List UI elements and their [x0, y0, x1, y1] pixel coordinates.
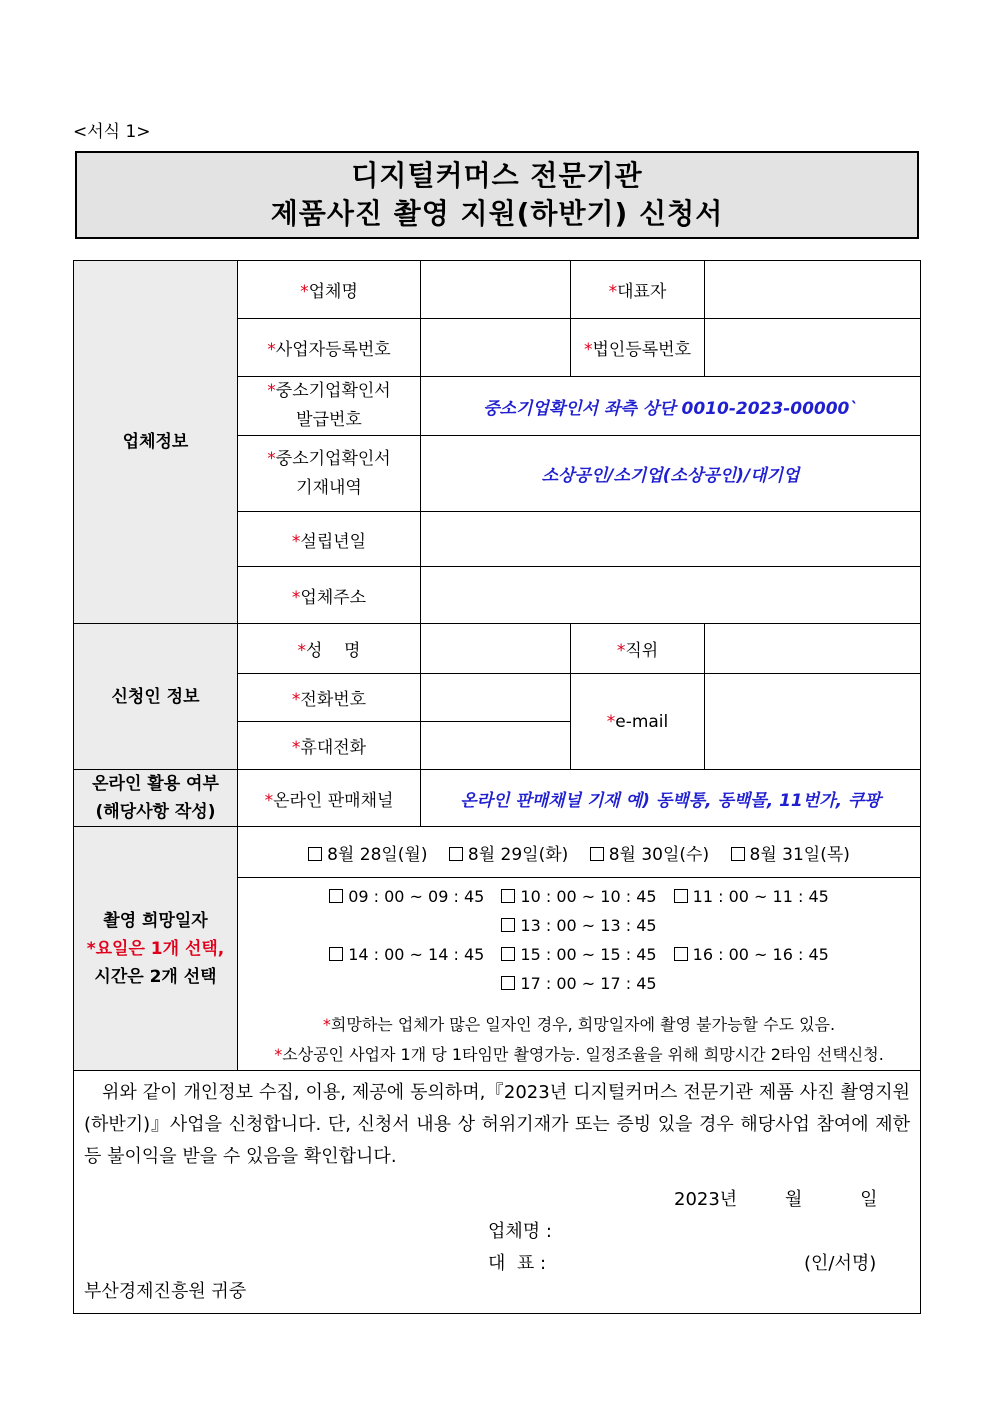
date-options: [238, 827, 921, 878]
required-mark: *: [291, 531, 301, 552]
form-number-label: <서식 1>: [73, 122, 151, 142]
ceo-field[interactable]: [705, 261, 921, 319]
checkbox-icon[interactable]: [501, 918, 515, 932]
recipient-label: 부산경제진흥원 귀중: [84, 1281, 247, 1302]
required-mark: *: [322, 1015, 331, 1034]
date-option[interactable]: 8월 31일(목): [731, 840, 850, 865]
online-channel-label: *온라인 판매채널: [238, 770, 421, 827]
section-applicant-info: 신청인 정보: [74, 624, 238, 770]
online-channel-field[interactable]: [421, 770, 921, 827]
agreement-section: [74, 1071, 921, 1314]
checkbox-icon[interactable]: [590, 847, 604, 861]
time-row: [238, 940, 920, 998]
checkbox-icon[interactable]: [501, 889, 515, 903]
company-address-field[interactable]: [421, 567, 921, 624]
required-mark: *: [267, 340, 276, 360]
schedule-rule-time: 시간은 2개 선택: [94, 966, 217, 987]
mobile-label: *휴대전화: [238, 722, 421, 770]
schedule-note-2: *소상공인 사업자 1개 당 1타임만 촬영가능. 일정조율을 위해 희망시간 2타임 선택신청.: [274, 1045, 884, 1064]
date-option[interactable]: 8월 30일(수): [590, 840, 709, 865]
date-option[interactable]: 8월 28일(월): [308, 840, 427, 865]
signature-date: [674, 1185, 877, 1211]
required-mark: *: [267, 448, 276, 469]
required-mark: *: [291, 587, 301, 608]
time-option[interactable]: 15 : 00 ~ 15 : 45: [501, 940, 656, 969]
applicant-name-label: *성 명: [238, 624, 421, 674]
form-title-line2: 제품사진 촬영 지원(하반기) 신청서: [270, 197, 724, 230]
time-row: [238, 882, 920, 940]
email-field[interactable]: [705, 674, 921, 770]
sme-cert-number-hint: 중소기업확인서 좌측 상단 0010-2023-00000`: [483, 398, 858, 419]
checkbox-icon[interactable]: [308, 847, 322, 861]
sme-type-label: *중소기업확인서 기재내역: [238, 436, 421, 512]
time-options: [238, 878, 921, 1071]
company-name-label: *업체명: [238, 261, 421, 319]
signature-company-label: 업체명 :: [488, 1221, 552, 1242]
ceo-label: *대표자: [571, 261, 705, 319]
checkbox-icon[interactable]: [329, 889, 343, 903]
signature-month: 월: [784, 1189, 803, 1210]
checkbox-icon[interactable]: [449, 847, 463, 861]
required-mark: *: [616, 641, 626, 661]
time-option[interactable]: 13 : 00 ~ 13 : 45: [501, 911, 656, 940]
applicant-name-field[interactable]: [421, 624, 571, 674]
founded-date-field[interactable]: [421, 512, 921, 567]
section-company-info: 업체정보: [74, 261, 238, 624]
time-option[interactable]: 14 : 00 ~ 14 : 45: [329, 940, 484, 969]
founded-date-label: *설립년일: [238, 512, 421, 567]
section-shooting-schedule: [74, 827, 238, 1071]
corporate-number-field[interactable]: [705, 319, 921, 377]
required-mark: *: [300, 282, 309, 302]
sme-type-hint: 소상공인/소기업(소상공인)/대기업: [541, 466, 800, 486]
email-label: *e-mail: [571, 674, 705, 770]
required-mark: *: [606, 711, 616, 732]
company-name-field[interactable]: [421, 261, 571, 319]
phone-label: *전화번호: [238, 674, 421, 722]
form-title-box: [75, 151, 919, 239]
time-option[interactable]: 10 : 00 ~ 10 : 45: [501, 882, 656, 911]
sme-cert-number-label: *중소기업확인서 발급번호: [238, 377, 421, 436]
schedule-note-1: *희망하는 업체가 많은 일자인 경우, 희망일자에 촬영 불가능할 수도 있음.: [322, 1015, 836, 1034]
required-mark: *: [291, 738, 301, 758]
checkbox-icon[interactable]: [501, 947, 515, 961]
signature-year: 2023년: [674, 1189, 738, 1210]
required-mark: *: [583, 340, 593, 360]
checkbox-icon[interactable]: [501, 976, 515, 990]
time-option[interactable]: 16 : 00 ~ 16 : 45: [674, 940, 829, 969]
schedule-rule-day: *요일은 1개 선택,: [86, 938, 225, 959]
required-mark: *: [264, 790, 274, 811]
time-option[interactable]: 09 : 00 ~ 09 : 45: [329, 882, 484, 911]
mobile-field[interactable]: [421, 722, 571, 770]
time-option[interactable]: 17 : 00 ~ 17 : 45: [501, 969, 656, 998]
date-option[interactable]: 8월 29일(화): [449, 840, 568, 865]
section-online-usage: 온라인 활용 여부 (해당사항 작성): [74, 770, 238, 827]
application-table: [73, 260, 921, 1314]
business-number-field[interactable]: [421, 319, 571, 377]
position-field[interactable]: [705, 624, 921, 674]
signature-rep-label: 대 표 :: [488, 1253, 547, 1274]
checkbox-icon[interactable]: [329, 947, 343, 961]
required-mark: *: [608, 282, 618, 302]
phone-field[interactable]: [421, 674, 571, 722]
sme-type-field[interactable]: [421, 436, 921, 512]
corporate-number-label: *법인등록번호: [571, 319, 705, 377]
required-mark: *: [297, 641, 307, 661]
position-label: *직위: [571, 624, 705, 674]
agreement-text: 위와 같이 개인정보 수집, 이용, 제공에 동의하며,『2023년 디지털커머스 전문기관 제품 사진 촬영지원(하반기)』사업을 신청합니다. 단, 신청서 내용 상 허위기재가 또는 증빙 있을 경우 해당사업 참여에 제한 등 불이익을 받을 수 있음을 확인합니다.: [84, 1082, 910, 1167]
required-mark: *: [274, 1045, 283, 1064]
required-mark: *: [267, 381, 276, 401]
checkbox-icon[interactable]: [674, 947, 688, 961]
schedule-title: 촬영 희망일자: [103, 910, 208, 931]
online-channel-hint: 온라인 판매채널 기재 예) 동백통, 동백몰, 11번가, 쿠팡: [460, 790, 881, 811]
checkbox-icon[interactable]: [731, 847, 745, 861]
form-title-line1: 디지털커머스 전문기관: [351, 159, 643, 192]
signature-seal: (인/서명): [804, 1253, 877, 1274]
sme-cert-number-field[interactable]: [421, 377, 921, 436]
checkbox-icon[interactable]: [674, 889, 688, 903]
signature-day: 일: [860, 1189, 878, 1210]
time-option[interactable]: 11 : 00 ~ 11 : 45: [674, 882, 829, 911]
business-number-label: *사업자등록번호: [238, 319, 421, 377]
required-mark: *: [291, 690, 301, 710]
company-address-label: *업체주소: [238, 567, 421, 624]
